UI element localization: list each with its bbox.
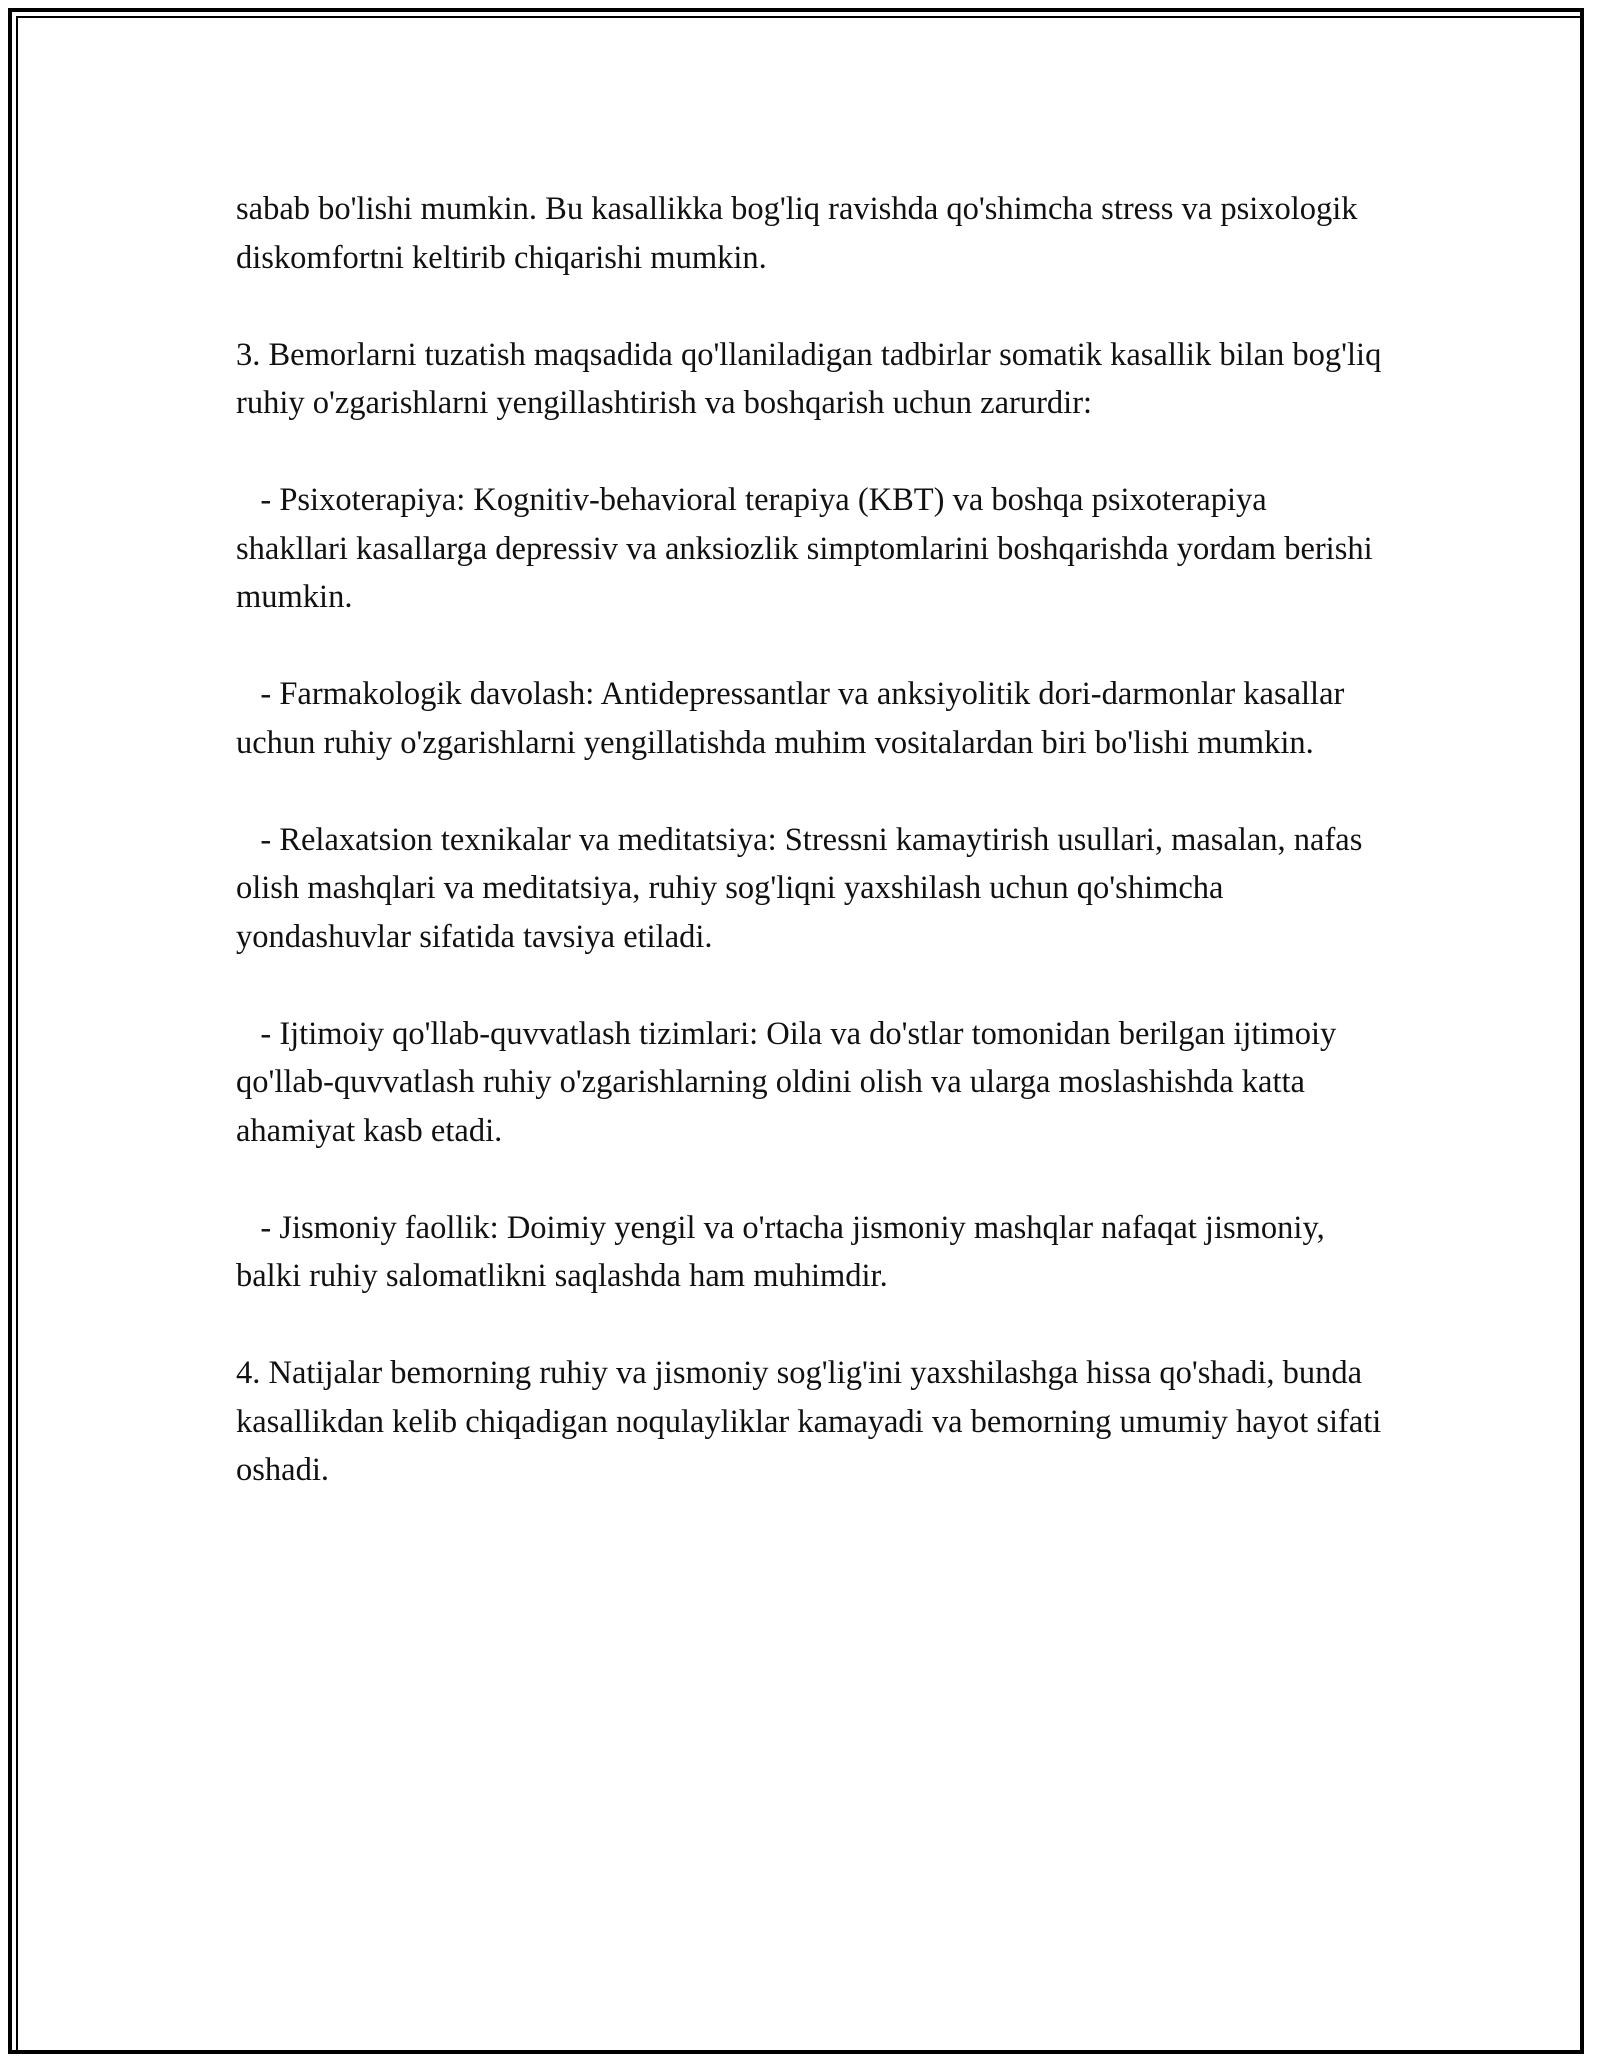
- paragraph-item-4: 4. Natijalar bemorning ruhiy va jismoniy sog'lig'ini yaxshilashga hissa qo'shadi, bunda kasallikdan kelib chiqadigan noqulayliklar kamayadi va bemorning umumiy hayot sifati oshadi.: [236, 1355, 1390, 1488]
- bullet-physical-activity: - Jismoniy faollik: Doimiy yengil va o'rtacha jismoniy mashqlar nafaqat jismoniy, balki ruhiy salomatlikni saqlashda ham muhimdir.: [236, 1209, 1333, 1294]
- document-body: [236, 185, 1390, 1495]
- paragraph-item-3: 3. Bemorlarni tuzatish maqsadida qo'llaniladigan tadbirlar somatik kasallik bilan bog'liq ruhiy o'zgarishlarni yengillashtirish va boshqarish uchun zarurdir:: [236, 336, 1390, 421]
- bullet-pharmacological: - Farmakologik davolash: Antidepressantlar va anksiyolitik dori-darmonlar kasallar uchun ruhiy o'zgarishlarni yengillatishda muhim vositalardan biri bo'lishi mumkin.: [236, 676, 1353, 761]
- paragraph-continuation: sabab bo'lishi mumkin. Bu kasallikka bog'liq ravishda qo'shimcha stress va psixologik diskomfortni keltirib chiqarishi mumkin.: [236, 191, 1366, 276]
- bullet-psychotherapy: - Psixoterapiya: Kognitiv-behavioral terapiya (KBT) va boshqa psixoterapiya shakllari kasallarga depressiv va anksiozlik simptomlarini boshqarishda yordam berishi mumkin.: [236, 482, 1381, 615]
- bullet-relaxation: - Relaxatsion texnikalar va meditatsiya: Stressni kamaytirish usullari, masalan, nafas olish mashqlari va meditatsiya, ruhiy sog'liqni yaxshilash uchun qo'shimcha yondashuvlar sifatida tavsiya etiladi.: [236, 821, 1371, 955]
- bullet-social-support: - Ijtimoiy qo'llab-quvvatlash tizimlari: Oila va do'stlar tomonidan berilgan ijtimoiy qo'llab-quvvatlash ruhiy o'zgarishlarning oldini olish va ularga moslashishda katta ahamiyat kasb etadi.: [236, 1015, 1345, 1149]
